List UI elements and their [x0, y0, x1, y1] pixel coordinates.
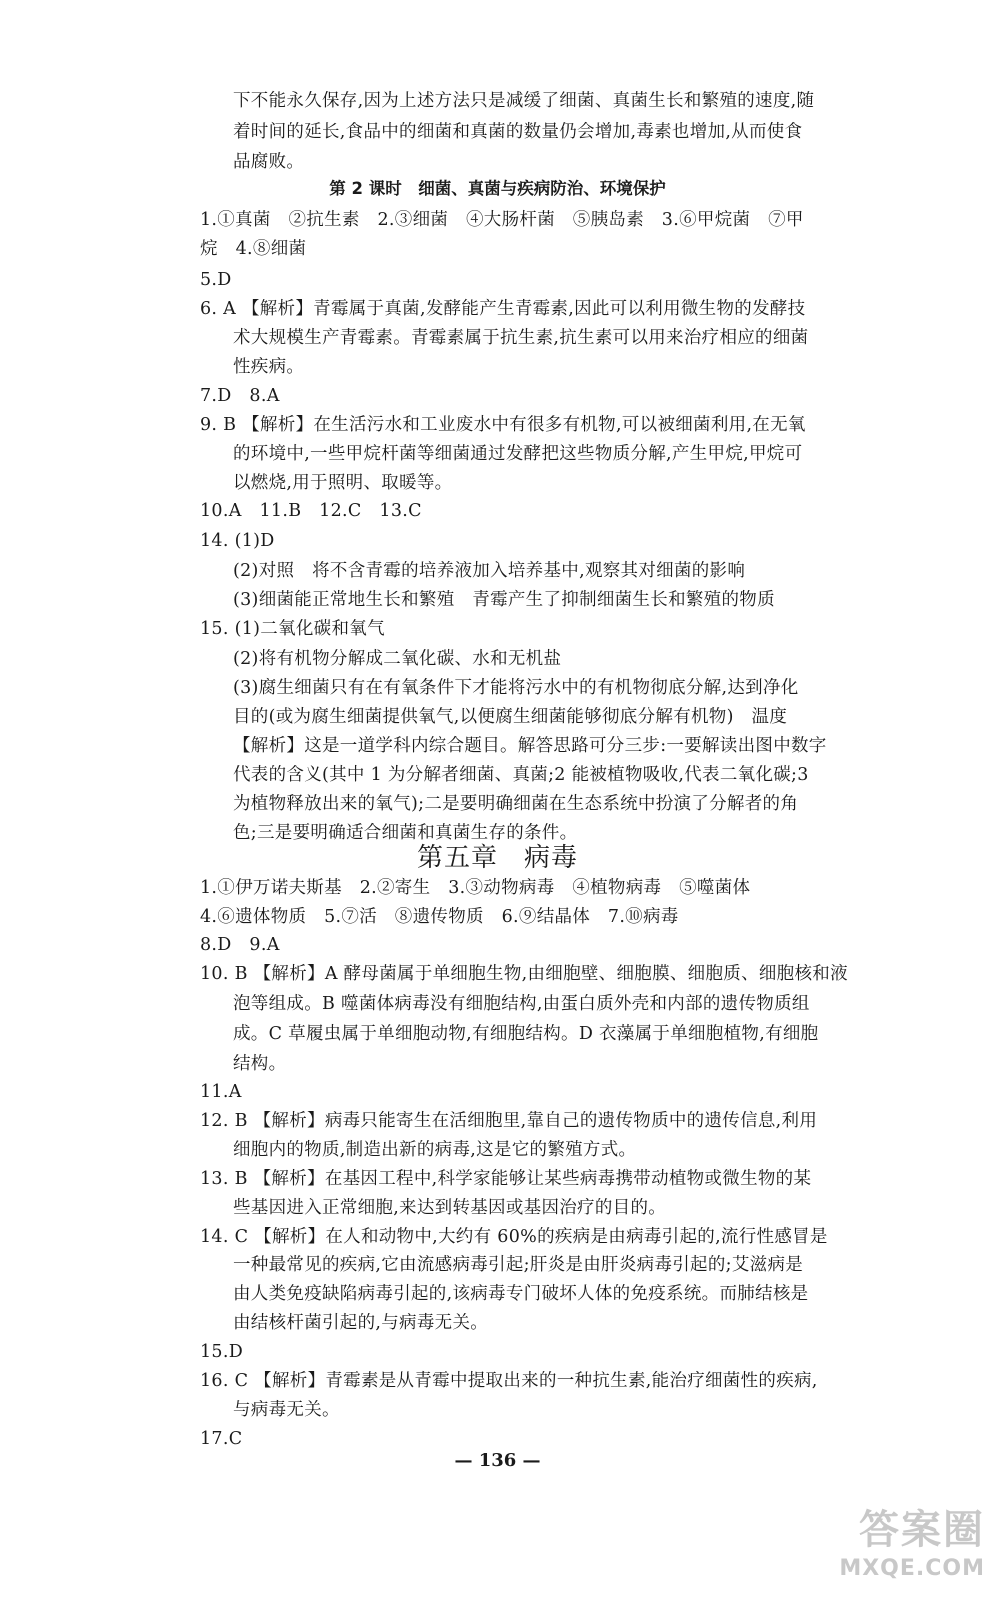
answer-line: 一种最常见的疾病,它由流感病毒引起;肝炎是由肝炎病毒引起的;艾滋病是 — [233, 1255, 804, 1275]
answer-line: 15.D — [200, 1342, 244, 1362]
answer-line: (2)将有机物分解成二氧化碳、水和无机盐 — [233, 649, 562, 669]
text-line: 着时间的延长,食品中的细菌和真菌的数量仍会增加,毒素也增加,从而使食 — [233, 122, 803, 142]
watermark-logo-text: 答案圈 — [859, 1507, 985, 1553]
lesson-title: 第 2 课时 细菌、真菌与疾病防治、环境保护 — [329, 179, 666, 198]
answer-line: 色;三是要明确适合细菌和真菌生存的条件。 — [233, 823, 578, 843]
chapter-title — [0, 838, 995, 878]
answer-line: 14. C 【解析】在人和动物中,大约有 60%的疾病是由病毒引起的,流行性感冒是 — [200, 1227, 828, 1247]
answer-line: 代表的含义(其中 1 为分解者细菌、真菌;2 能被植物吸收,代表二氧化碳;3 — [233, 765, 809, 785]
answer-line: 成。C 草履虫属于单细胞动物,有细胞结构。D 衣藻属于单细胞植物,有细胞 — [233, 1024, 819, 1044]
answer-line: 1.①伊万诺夫斯基 2.②寄生 3.③动物病毒 ④植物病毒 ⑤噬菌体 — [200, 878, 751, 898]
answer-line: 1.①真菌 ②抗生素 2.③细菌 ④大肠杆菌 ⑤胰岛素 3.⑥甲烷菌 ⑦甲 — [200, 210, 804, 230]
answer-line: 的环境中,一些甲烷杆菌等细菌通过发酵把这些物质分解,产生甲烷,甲烷可 — [233, 444, 803, 464]
answer-line: 术大规模生产青霉素。青霉素属于抗生素,抗生素可以用来治疗相应的细菌 — [233, 328, 809, 348]
chapter-number: 第五章 — [416, 843, 498, 873]
answer-line: 6. A 【解析】青霉属于真菌,发酵能产生青霉素,因此可以利用微生物的发酵技 — [200, 299, 806, 319]
answer-line: 16. C 【解析】青霉素是从青霉中提取出来的一种抗生素,能治疗细菌性的疾病, — [200, 1371, 818, 1391]
answer-line: 目的(或为腐生细菌提供氧气,以便腐生细菌能够彻底分解有机物) 温度 — [233, 707, 788, 727]
watermark-logo — [815, 1505, 985, 1595]
watermark-url: MXQE.COM — [839, 1556, 985, 1581]
answer-line: 由结核杆菌引起的,与病毒无关。 — [233, 1313, 489, 1333]
answer-line: 为植物释放出来的氧气);二是要明确细菌在生态系统中扮演了分解者的角 — [233, 794, 799, 814]
answer-line: 15. (1)二氧化碳和氧气 — [200, 619, 385, 639]
answer-line: 性疾病。 — [233, 357, 305, 377]
answer-line: 5.D — [200, 270, 232, 290]
answer-line: 细胞内的物质,制造出新的病毒,这是它的繁殖方式。 — [233, 1140, 637, 1160]
answer-line: (3)细菌能正常地生长和繁殖 青霉产生了抑制细菌生长和繁殖的物质 — [233, 590, 775, 610]
answer-line: 10.A 11.B 12.C 13.C — [200, 501, 422, 521]
answer-line: 10. B 【解析】A 酵母菌属于单细胞生物,由细胞壁、细胞膜、细胞质、细胞核和液 — [200, 964, 848, 984]
answer-line: 9. B 【解析】在生活污水和工业废水中有很多有机物,可以被细菌利用,在无氧 — [200, 415, 806, 435]
answer-line: 烷 4.⑧细菌 — [200, 239, 307, 259]
answer-line: 由人类免疫缺陷病毒引起的,该病毒专门破坏人体的免疫系统。而肺结核是 — [233, 1284, 809, 1304]
answer-line: 以燃烧,用于照明、取暖等。 — [233, 473, 453, 493]
chapter-name: 病毒 — [524, 843, 579, 873]
answer-line: 8.D 9.A — [200, 935, 280, 955]
answer-line: 11.A — [200, 1082, 242, 1102]
page-number: — 136 — — [454, 1450, 541, 1471]
answer-line: 14. (1)D — [200, 531, 275, 551]
answer-line: 7.D 8.A — [200, 386, 280, 406]
answer-line: 些基因进入正常细胞,来达到转基因或基因治疗的目的。 — [233, 1198, 667, 1218]
answer-line: 17.C — [200, 1429, 243, 1449]
text-line: 下不能永久保存,因为上述方法只是减缓了细菌、真菌生长和繁殖的速度,随 — [233, 91, 815, 111]
answer-line: 13. B 【解析】在基因工程中,科学家能够让某些病毒携带动植物或微生物的某 — [200, 1169, 812, 1189]
answer-line: 4.⑥遗体物质 5.⑦活 ⑧遗传物质 6.⑨结晶体 7.⑩病毒 — [200, 907, 679, 927]
answer-line: (3)腐生细菌只有在有氧条件下才能将污水中的有机物彻底分解,达到净化 — [233, 678, 799, 698]
answer-line: 与病毒无关。 — [233, 1400, 340, 1420]
answer-line: 【解析】这是一道学科内综合题目。解答思路可分三步:一要解读出图中数字 — [233, 736, 827, 756]
answer-line: 泡等组成。B 噬菌体病毒没有细胞结构,由蛋白质外壳和内部的遗传物质组 — [233, 994, 810, 1014]
answer-line: 12. B 【解析】病毒只能寄生在活细胞里,靠自己的遗传物质中的遗传信息,利用 — [200, 1111, 818, 1131]
answer-line: 结构。 — [233, 1054, 287, 1074]
answer-line: (2)对照 将不含青霉的培养液加入培养基中,观察其对细菌的影响 — [233, 561, 746, 581]
text-line: 品腐败。 — [233, 152, 305, 172]
